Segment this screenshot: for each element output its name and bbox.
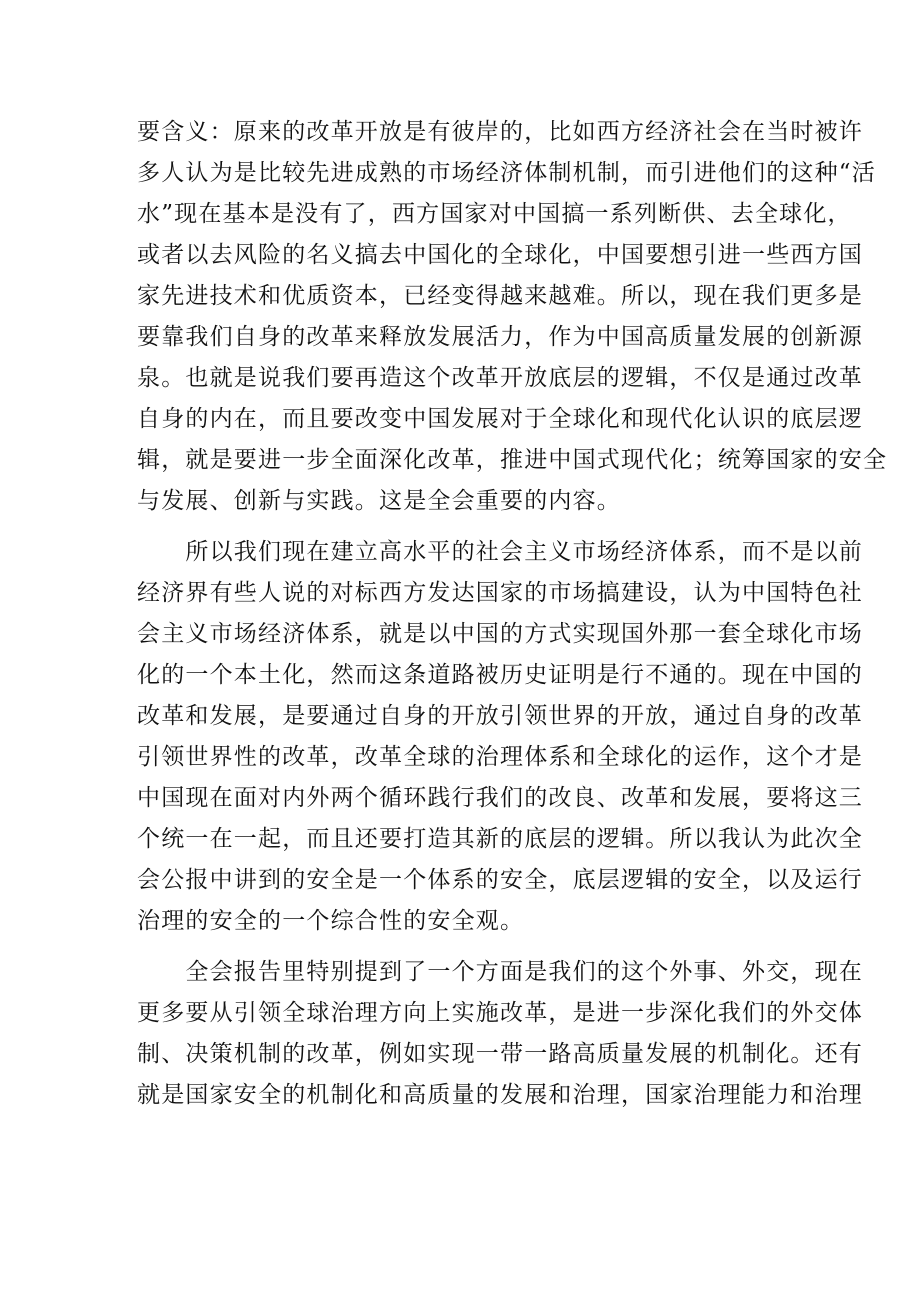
text-line: 更多要从引领全球治理方向上实施改革，是进一步深化我们的外交体 (137, 1000, 863, 1026)
paragraph-gap (137, 522, 797, 532)
text-line: 全会报告里特别提到了一个方面是我们的这个外事、外交，现在 (137, 959, 863, 985)
text-line: 就是国家安全的机制化和高质量的发展和治理，国家治理能力和治理 (137, 1082, 863, 1108)
paragraph-3 (137, 952, 863, 1116)
text-line: 经济界有些人说的对标西方发达国家的市场搞建设，认为中国特色社 (137, 580, 863, 606)
text-line: 家先进技术和优质资本，已经变得越来越难。所以，现在我们更多是 (137, 283, 863, 309)
text-line: 或者以去风险的名义搞去中国化的全球化，中国要想引进一些西方国 (137, 242, 863, 268)
document-body (137, 112, 888, 1116)
text-line: 个统一在一起，而且还要打造其新的底层的逻辑。所以我认为此次全 (137, 826, 863, 852)
text-line: 泉。也就是说我们要再造这个改革开放底层的逻辑，不仅是通过改革 (137, 365, 863, 391)
text-line: 所以我们现在建立高水平的社会主义市场经济体系，而不是以前 (137, 539, 863, 565)
text-line: 要靠我们自身的改革来释放发展活力，作为中国高质量发展的创新源 (137, 324, 863, 350)
paragraph-2 (137, 532, 863, 942)
text-line: 会主义市场经济体系，就是以中国的方式实现国外那一套全球化市场 (137, 621, 863, 647)
text-line: 自身的内在，而且要改变中国发展对于全球化和现代化认识的底层逻 (137, 406, 863, 432)
text-line: 水”现在基本是没有了，西方国家对中国搞一系列断供、去全球化， (137, 201, 852, 227)
paragraph-gap (137, 942, 797, 952)
text-line: 中国现在面对内外两个循环践行我们的改良、改革和发展，要将这三 (137, 785, 863, 811)
text-line: 治理的安全的一个综合性的安全观。 (137, 908, 525, 934)
text-line: 会公报中讲到的安全是一个体系的安全，底层逻辑的安全，以及运行 (137, 867, 863, 893)
text-line: 辑，就是要进一步全面深化改革，推进中国式现代化；统筹国家的安全 (137, 447, 888, 473)
text-line: 制、决策机制的改革，例如实现一带一路高质量发展的机制化。还有 (137, 1041, 863, 1067)
text-line: 与发展、创新与实践。这是全会重要的内容。 (137, 488, 621, 514)
text-line: 引领世界性的改革，改革全球的治理体系和全球化的运作，这个才是 (137, 744, 863, 770)
text-line: 化的一个本土化，然而这条道路被历史证明是行不通的。现在中国的 (137, 662, 863, 688)
paragraph-1 (137, 112, 888, 522)
text-line: 多人认为是比较先进成熟的市场经济体制机制，而引进他们的这种“活 (137, 160, 876, 186)
text-line: 要含义：原来的改革开放是有彼岸的，比如西方经济社会在当时被许 (137, 119, 863, 145)
text-line: 改革和发展，是要通过自身的开放引领世界的开放，通过自身的改革 (137, 703, 863, 729)
